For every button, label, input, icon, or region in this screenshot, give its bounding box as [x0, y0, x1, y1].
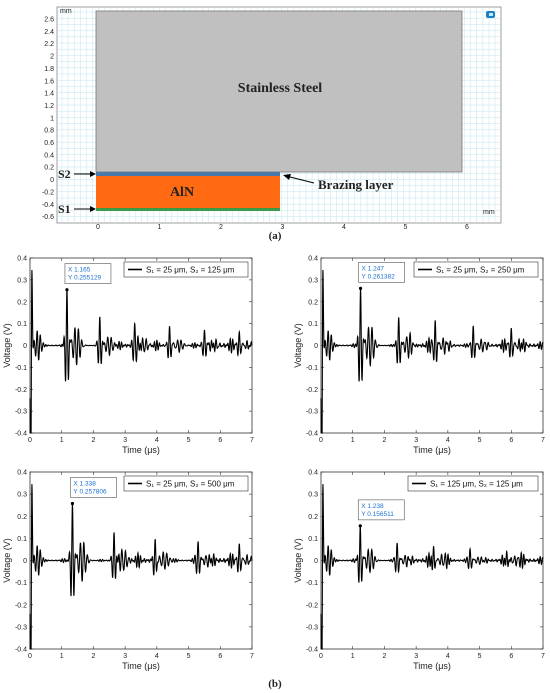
view-toggle-highlight	[489, 13, 493, 16]
datatip-y-text: Y 0.257806	[73, 488, 107, 496]
s2-marker-label: S2	[58, 167, 71, 181]
y-tick-label: 0.1	[308, 321, 318, 329]
diagram-x-tick-label: 5	[403, 224, 408, 231]
y-axis-label: Voltage (V)	[293, 538, 303, 583]
x-tick-label: 7	[541, 653, 545, 660]
legend-label: S₁ = 25 μm, S₂ = 125 μm	[146, 265, 235, 275]
panel-a-label: (a)	[268, 230, 282, 242]
diagram-y-tick-label: 2.4	[44, 28, 54, 36]
x-tick-label: 1	[350, 653, 355, 660]
y-tick-label: -0.3	[305, 624, 318, 632]
x-tick-label: 3	[414, 653, 419, 660]
x-tick-label: 2	[91, 653, 96, 660]
y-tick-label: 0.3	[308, 491, 318, 499]
diagram-y-tick-label: 0.8	[44, 127, 54, 135]
y-tick-label: 0.3	[308, 277, 318, 285]
x-tick-label: 2	[91, 437, 96, 444]
y-tick-label: 0.2	[308, 513, 318, 521]
x-tick-label: 4	[154, 653, 159, 660]
y-tick-label: 0.4	[308, 255, 318, 263]
x-tick-label: 1	[350, 437, 355, 444]
y-axis-label: Voltage (V)	[293, 323, 303, 368]
x-tick-label: 4	[445, 653, 450, 660]
diagram-y-tick-label: 1	[50, 115, 54, 123]
x-tick-label: 0	[28, 653, 32, 660]
diagram-x-tick-label: 2	[219, 224, 223, 231]
diagram-x-tick-label: 6	[465, 224, 469, 231]
x-axis-label: Time (μs)	[122, 445, 160, 455]
y-tick-label: -0.4	[305, 646, 318, 654]
y-tick-label: -0.1	[305, 364, 318, 372]
x-tick-label: 0	[319, 653, 323, 660]
voltage-plot-3	[2, 470, 254, 672]
diagram-x-tick-label: 4	[342, 224, 346, 231]
x-tick-label: 3	[123, 653, 128, 660]
diagram-y-tick-label: 1.4	[44, 90, 54, 98]
diagram-y-tick-label: 2.2	[44, 41, 54, 49]
datatip-marker[interactable]	[359, 524, 362, 527]
datatip-marker[interactable]	[65, 288, 68, 291]
brazing-layer-region	[96, 172, 280, 176]
y-tick-label: -0.2	[14, 602, 27, 610]
datatip-x-text: X 1.238	[361, 502, 384, 510]
brazing-layer-label: Brazing layer	[318, 177, 394, 192]
voltage-plot-2	[293, 256, 545, 456]
diagram-y-tick-label: 2.6	[44, 16, 54, 24]
y-tick-label: 0.3	[17, 491, 27, 499]
y-tick-label: -0.1	[305, 580, 318, 588]
datatip-x-text: X 1.247	[361, 265, 384, 273]
y-tick-label: 0.2	[308, 299, 318, 307]
y-tick-label: -0.3	[14, 408, 27, 416]
diagram-y-tick-label: 0	[50, 177, 54, 185]
diagram-x-tick-label: 0	[96, 224, 100, 231]
x-tick-label: 4	[445, 437, 450, 444]
y-tick-label: 0.3	[17, 277, 27, 285]
diagram-x-tick-label: 3	[280, 224, 285, 231]
x-tick-label: 0	[28, 437, 32, 444]
y-tick-label: 0.4	[308, 469, 318, 477]
datatip-marker[interactable]	[71, 502, 74, 505]
diagram-y-tick-label: 0.6	[44, 140, 54, 147]
y-tick-label: 0.4	[17, 469, 27, 477]
x-axis-label: Time (μs)	[413, 661, 451, 671]
x-tick-label: 4	[154, 437, 159, 444]
datatip-x-text: X 1.165	[67, 266, 91, 274]
y-tick-label: -0.3	[305, 408, 318, 416]
diagram-y-tick-label: 1.6	[44, 78, 54, 86]
x-axis-label: Time (μs)	[122, 661, 160, 671]
y-axis-label: Voltage (V)	[2, 538, 12, 583]
y-tick-label: 0	[23, 558, 27, 565]
x-tick-label: 1	[59, 653, 64, 660]
panel-b-label: (b)	[268, 678, 282, 690]
y-tick-label: 0.2	[17, 299, 27, 307]
voltage-plot-4	[293, 470, 545, 672]
y-tick-label: 0	[23, 343, 27, 350]
x-tick-label: 2	[382, 653, 387, 660]
y-tick-label: -0.2	[14, 386, 27, 394]
x-tick-label: 5	[186, 653, 191, 660]
x-tick-label: 2	[382, 437, 387, 444]
datatip-marker[interactable]	[359, 287, 362, 290]
x-axis-label: Time (μs)	[413, 445, 451, 455]
y-tick-label: 0.2	[17, 513, 27, 521]
y-axis-label: Voltage (V)	[2, 323, 12, 368]
x-tick-label: 6	[218, 437, 223, 444]
y-tick-label: 0	[314, 558, 318, 565]
x-tick-label: 1	[59, 437, 64, 444]
diagram-y-tick-label: 2	[50, 53, 54, 61]
diagram-y-ticks	[42, 17, 54, 222]
datatip-y-text: Y 0.255129	[67, 274, 102, 282]
y-tick-label: 0.4	[17, 255, 27, 263]
legend-label: S₁ = 25 μm, S₂ = 500 μm	[146, 479, 235, 489]
x-tick-label: 6	[509, 437, 514, 444]
diagram-x-tick-label: 1	[157, 224, 162, 231]
datatip-x-text: X 1.338	[73, 480, 96, 488]
y-tick-label: -0.3	[14, 624, 27, 632]
x-tick-label: 5	[477, 437, 482, 444]
diagram-y-tick-label: 0.2	[44, 164, 54, 172]
diagram-y-tick-label: 1.2	[44, 102, 54, 110]
y-tick-label: -0.1	[14, 580, 27, 588]
x-tick-label: 6	[509, 653, 514, 660]
voltage-plot-1	[2, 256, 254, 456]
diagram-y-tick-label: -0.2	[41, 189, 54, 197]
diagram-y-tick-label: 0.4	[44, 152, 54, 160]
diagram-y-tick-label: 1.8	[44, 65, 54, 73]
y-tick-label: -0.1	[14, 364, 27, 372]
x-tick-label: 3	[123, 437, 128, 444]
s1-marker-label: S1	[58, 202, 71, 216]
aln-label: AlN	[169, 185, 195, 200]
diagram-x-ticks	[96, 224, 469, 231]
legend-label: S₁ = 125 μm, S₂ = 125 μm	[430, 479, 523, 489]
voltage-plots	[2, 256, 545, 672]
y-tick-label: 0.1	[17, 535, 27, 543]
x-tick-label: 7	[541, 437, 545, 444]
y-tick-label: -0.4	[305, 430, 318, 438]
y-tick-label: -0.2	[305, 602, 318, 610]
diagram-y-tick-label: -0.6	[41, 214, 54, 222]
y-tick-label: -0.4	[14, 646, 27, 654]
y-tick-label: 0	[314, 343, 318, 350]
y-tick-label: -0.4	[14, 430, 27, 438]
steel-label: Stainless Steel	[237, 81, 323, 96]
legend-label: S₁ = 25 μm, S₂ = 250 μm	[436, 265, 525, 275]
y-tick-label: 0.1	[17, 321, 27, 329]
x-tick-label: 5	[477, 653, 482, 660]
y-tick-label: 0.1	[308, 535, 318, 543]
x-tick-label: 7	[250, 437, 254, 444]
y-tick-label: -0.2	[305, 386, 318, 394]
x-tick-label: 0	[319, 437, 323, 444]
x-tick-label: 7	[250, 653, 254, 660]
datatip-y-text: Y 0.156511	[361, 510, 394, 518]
bottom-layer-region	[96, 208, 280, 211]
datatip-y-text: Y 0.261382	[361, 273, 395, 281]
x-tick-label: 6	[218, 653, 223, 660]
unit-label-top: mm	[60, 8, 72, 15]
x-tick-label: 5	[186, 437, 191, 444]
diagram-y-tick-label: -0.4	[41, 201, 54, 209]
unit-label-right: mm	[483, 209, 495, 216]
geometry-diagram	[42, 7, 501, 231]
x-tick-label: 3	[414, 437, 419, 444]
